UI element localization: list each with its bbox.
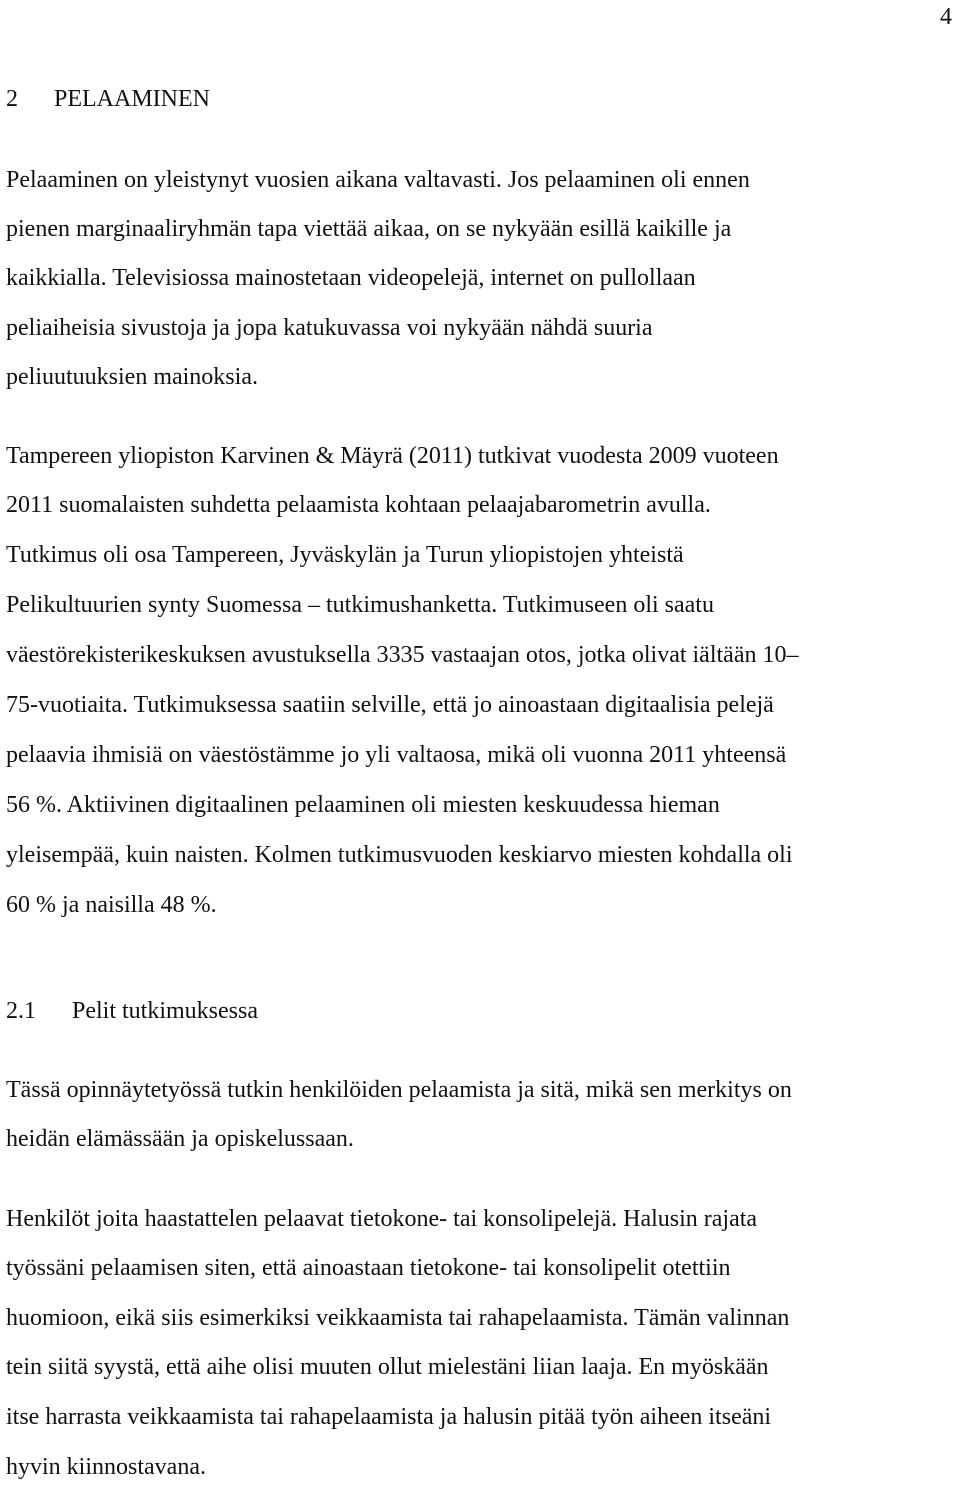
paragraph-line: Henkilöt joita haastattelen pelaavat tietokone- tai konsolipelejä. Halusin rajata: [6, 1206, 758, 1232]
paragraph-line: Tässä opinnäytetyössä tutkin henkilöiden pelaamista ja sitä, mikä sen merkitys on: [6, 1077, 792, 1103]
paragraph-line: Pelaaminen on yleistynyt vuosien aikana valtavasti. Jos pelaaminen oli ennen: [6, 167, 750, 193]
paragraph-line: 60 % ja naisilla 48 %.: [6, 892, 217, 918]
paragraph-line: kaikkialla. Televisiossa mainostetaan videopelejä, internet on pullollaan: [6, 265, 696, 291]
paragraph-line: yleisempää, kuin naisten. Kolmen tutkimusvuoden keskiarvo miesten kohdalla oli: [6, 842, 793, 868]
paragraph-line: huomioon, eikä siis esimerkiksi veikkaamista tai rahapelaamista. Tämän valinnan: [6, 1305, 790, 1331]
paragraph-line: työssäni pelaamisen siten, että ainoastaan tietokone- tai konsolipelit otettiin: [6, 1255, 731, 1281]
paragraph-line: Tutkimus oli osa Tampereen, Jyväskylän ja Turun yliopistojen yhteistä: [6, 542, 684, 568]
paragraph-line: pelaavia ihmisiä on väestöstämme jo yli valtaosa, mikä oli vuonna 2011 yhteensä: [6, 742, 787, 768]
section-heading: [6, 84, 210, 114]
paragraph-line: peliaiheisia sivustoja ja jopa katukuvassa voi nykyään nähdä suuria: [6, 315, 653, 341]
paragraph-line: Pelikultuurien synty Suomessa – tutkimushanketta. Tutkimuseen oli saatu: [6, 592, 714, 618]
page-number: 4: [940, 4, 952, 30]
subsection-title: Pelit tutkimuksessa: [72, 998, 258, 1024]
section-title: PELAAMINEN: [54, 86, 210, 112]
paragraph-line: 75-vuotiaita. Tutkimuksessa saatiin selville, että jo ainoastaan digitaalisia pelejä: [6, 692, 774, 718]
paragraph-line: Tampereen yliopiston Karvinen & Mäyrä (2011) tutkivat vuodesta 2009 vuoteen: [6, 443, 779, 469]
paragraph-line: itse harrasta veikkaamista tai rahapelaamista ja halusin pitää työn aiheen itseäni: [6, 1404, 772, 1430]
paragraph-line: peliuutuuksien mainoksia.: [6, 364, 258, 390]
subsection-number: 2.1: [6, 998, 36, 1024]
paragraph-line: 56 %. Aktiivinen digitaalinen pelaaminen oli miesten keskuudessa hieman: [6, 792, 720, 818]
paragraph-line: heidän elämässään ja opiskelussaan.: [6, 1126, 354, 1152]
paragraph-line: tein siitä syystä, että aihe olisi muuten ollut mielestäni liian laaja. En myöskään: [6, 1354, 769, 1380]
paragraph-line: pienen marginaaliryhmän tapa viettää aikaa, on se nykyään esillä kaikille ja: [6, 216, 732, 242]
subsection-heading: [6, 996, 258, 1026]
paragraph-line: hyvin kiinnostavana.: [6, 1454, 206, 1480]
section-number: 2: [6, 86, 18, 112]
paragraph-line: 2011 suomalaisten suhdetta pelaamista kohtaan pelaajabarometrin avulla.: [6, 492, 711, 518]
paragraph-line: väestörekisterikeskuksen avustuksella 3335 vastaajan otos, jotka olivat iältään 10–: [6, 642, 799, 668]
